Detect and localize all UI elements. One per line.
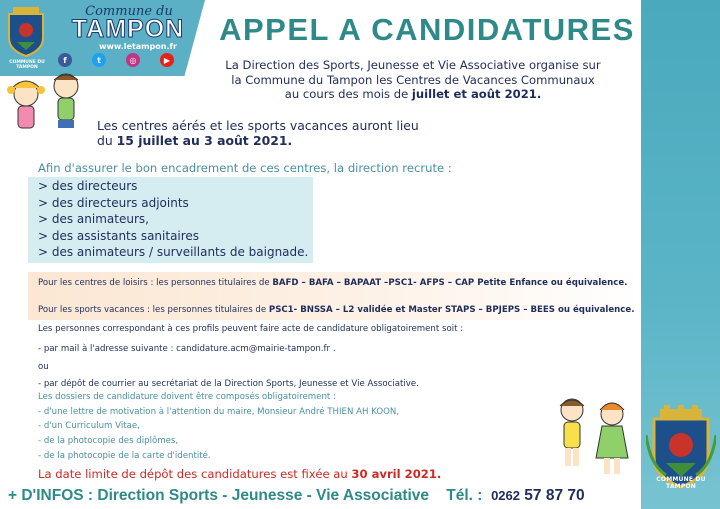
dates-line-2 [97, 133, 457, 148]
requirements-sports [38, 305, 638, 316]
site-url-link[interactable]: www.letampon.fr [99, 42, 177, 51]
tampon-crest-icon [4, 4, 48, 60]
req-loisirs-prefix: Pour les centres de loisirs : les personnes titulaires de [38, 278, 273, 288]
list-item: > des assistants sanitaires [38, 228, 200, 243]
crest-caption: COMMUNE DU TAMPON [9, 60, 45, 70]
list-item: - de la photocopie des diplômes, [38, 436, 179, 446]
recrute-list [38, 178, 328, 261]
page-title: APPEL A CANDIDATURES [219, 12, 635, 47]
children-illustration-icon [2, 70, 94, 138]
docs-intro: Les dossiers de candidature doivent être composés obligatoirement : [38, 392, 336, 402]
req-sports-prefix: Pour les sports vacances : les personnes titulaires de [38, 305, 269, 315]
dates-period: 15 juillet au 3 août 2021. [116, 133, 293, 148]
list-item: > des directeurs [38, 179, 138, 193]
dates-paragraph [97, 118, 457, 148]
children-right-illustration-icon [550, 392, 636, 482]
footer-tel-label: Tél. : [446, 487, 483, 504]
requirements-loisirs [38, 278, 638, 289]
dates-line-1: Les centres aérés et les sports vacances auront lieu [97, 118, 419, 133]
list-item: > des animateurs, [38, 212, 149, 227]
intro-period: juillet et août 2021. [411, 87, 542, 101]
intro-line-3 [188, 87, 638, 102]
footer-infos-label: + D'INFOS : Direction Sports - Jeunesse - Vie Associative [8, 487, 430, 504]
footer-tel-prefix: 0262 [491, 488, 520, 503]
req-loisirs-diplomas: BAFD – BAFA – BAPAAT –PSC1- AFPS – CAP Petite Enfance ou équivalence. [272, 278, 628, 288]
deadline [38, 467, 538, 481]
list-item: - d'un Curriculum Vitae, [38, 421, 140, 431]
footer-tel-number[interactable]: 57 87 70 [524, 487, 585, 504]
list-item: > des directeurs adjoints [38, 195, 189, 210]
candidature-mail: - par mail à l'adresse suivante : candidature.acm@mairie-tampon.fr . [38, 344, 336, 354]
footer-infos [8, 487, 638, 505]
youtube-icon[interactable]: ▶ [160, 53, 174, 67]
candidature-post: - par dépôt de courrier au secrétariat de la Direction Sports, Jeunesse et Vie Associative. [38, 379, 419, 389]
list-item: - de la photocopie de la carte d'identité. [38, 451, 211, 461]
commune-du-label: Commune du [85, 4, 173, 19]
right-crest-caption: COMMUNE DU TAMPON [656, 476, 706, 490]
instagram-icon[interactable]: ◎ [126, 53, 140, 67]
intro-paragraph [188, 58, 638, 102]
deadline-date: 30 avril 2021. [351, 467, 442, 481]
tampon-logo-text: TAMPON [71, 15, 185, 43]
deadline-prefix: La date limite de dépôt des candidatures est fixée au [38, 467, 352, 481]
intro-line-3-prefix: au cours des mois de [284, 87, 412, 101]
list-item: - d'une lettre de motivation à l'attention du maire, Monsieur André THIEN AH KOON, [38, 407, 400, 417]
social-links [58, 53, 174, 67]
req-sports-diplomas: PSC1- BNSSA – L2 validée et Master STAPS – BPJEPS – BEES ou équivalence. [268, 305, 635, 315]
candidature-or: ou [38, 362, 49, 372]
facebook-icon[interactable]: f [58, 53, 72, 67]
intro-line-2: la Commune du Tampon les Centres de Vacances Communaux [231, 72, 595, 87]
recrute-intro: Afin d'assurer le bon encadrement de ces centres, la direction recrute : [38, 161, 452, 175]
dates-line-2-prefix: du [97, 133, 117, 148]
list-item: > des animateurs / surveillants de baignade. [38, 245, 309, 260]
intro-line-1: La Direction des Sports, Jeunesse et Vie Associative organise sur [225, 58, 601, 72]
twitter-icon[interactable]: t [92, 53, 106, 67]
candidature-intro: Les personnes correspondant à ces profils peuvent faire acte de candidature obligatoirement soit : [38, 324, 464, 334]
